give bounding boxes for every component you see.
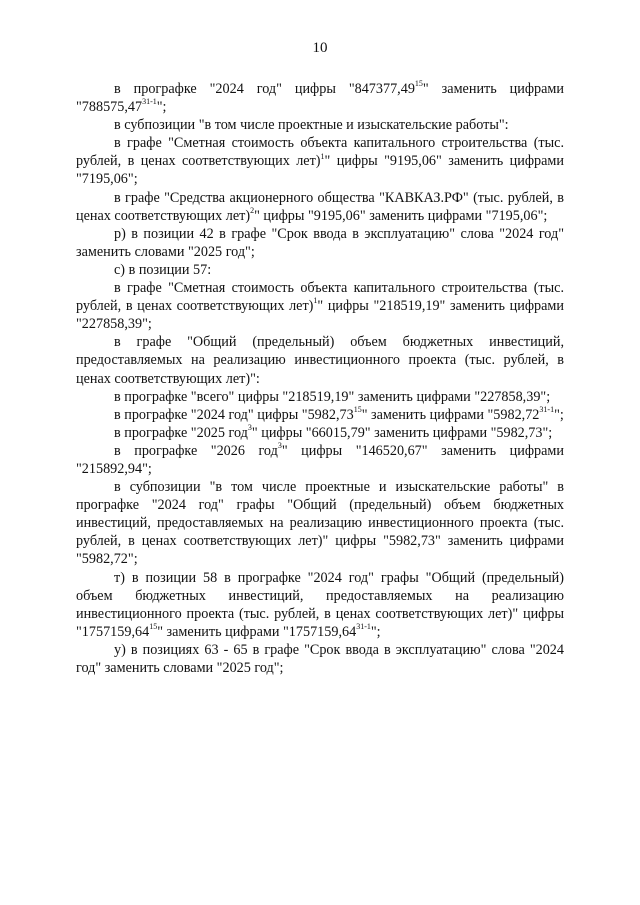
paragraph-text: в прографке "всего" цифры "218519,19" заменить цифрами "227858,39"; [114,388,551,405]
footnote-marker: 1 [320,151,325,161]
paragraph [76,442,564,478]
footnote-marker: 15 [353,404,362,414]
paragraph-text: "; [370,623,381,640]
paragraph [76,333,564,387]
paragraph-text: "; [156,99,167,116]
paragraph-text: " цифры "9195,06" заменить цифрами "7195,06"; [76,153,564,188]
paragraph-text: " заменить цифрами "5982,72 [361,406,540,423]
paragraph-text: в графе "Общий (предельный) объем бюджетных инвестиций, предоставляемых на реализацию инвестиционного проекта (тыс. рублей, в ценах соответствующих лет)": [76,334,564,387]
paragraph [76,189,564,225]
footnote-marker: 15 [149,622,158,632]
footnote-marker: 15 [414,79,423,89]
footnote-marker: 2 [250,205,255,215]
paragraph-text: в прографке "2025 год [114,424,248,441]
paragraph [76,641,564,677]
paragraph-text: в графе "Сметная стоимость объекта капитального строительства (тыс. рублей, в ценах соответствующих лет) [76,135,564,170]
paragraph-text: т) в позиции 58 в прографке "2024 год" графы "Общий (предельный) объем бюджетных инвестиций, предоставляемых на реализацию инвестиционного проекта (тыс. рублей, в ценах соответствующих лет)" цифры "1757159,64 [76,569,564,640]
paragraph [76,261,564,279]
footnote-marker: 3 [247,423,252,433]
paragraph-text: в прографке "2026 год [114,442,278,459]
paragraph-text: " цифры "218519,19" заменить цифрами "227858,39"; [76,298,564,333]
paragraph-text: в субпозиции "в том числе проектные и изыскательские работы" в прографке "2024 год" графы "Общий (предельный) объем бюджетных инвестиций, предоставляемых на реализацию инвестиционного проекта (тыс. рублей, в ценах соответствующих лет)" цифры "5982,73" заменить цифрами "5982,72"; [76,479,564,568]
paragraph-text: " заменить цифрами "1757159,64 [157,623,357,640]
paragraph [76,569,564,641]
paragraph-text: " цифры "66015,79" заменить цифрами "5982,73"; [251,424,553,441]
paragraph-text: "; [554,406,564,423]
paragraph-text: в прографке "2024 год" цифры "847377,49 [114,81,415,97]
paragraph [76,134,564,188]
paragraph-text: в субпозиции "в том числе проектные и изыскательские работы": [114,117,509,134]
footnote-marker: 1 [313,296,318,306]
paragraph-text: р) в позиции 42 в графе "Срок ввода в эксплуатацию" слова "2024 год" заменить словами "2025 год"; [76,225,564,260]
paragraph [76,279,564,333]
page-number: 10 [312,40,328,56]
footnote-marker: 31-1 [142,97,157,107]
paragraph [76,478,564,568]
paragraph-text: с) в позиции 57: [114,261,212,278]
footnote-marker: 3 [277,441,282,451]
paragraph-text: в прографке "2024 год" цифры "5982,73 [114,406,354,423]
paragraph [76,424,564,442]
paragraph-text: " цифры "146520,67" заменить цифрами "215892,94"; [76,442,564,477]
paragraph [76,406,564,424]
paragraph [76,80,564,116]
footnote-marker: 31-1 [356,622,371,632]
paragraph-text: в графе "Сметная стоимость объекта капитального строительства (тыс. рублей, в ценах соответствующих лет) [76,280,564,315]
paragraph [76,388,564,406]
paragraph [76,116,564,134]
paragraph-text: у) в позициях 63 - 65 в графе "Срок ввода в эксплуатацию" слова "2024 год" заменить словами "2025 год"; [76,641,564,676]
paragraph-text: " цифры "9195,06" заменить цифрами "7195,06"; [254,207,548,224]
paragraph-text: в графе "Средства акционерного общества "КАВКАЗ.РФ" (тыс. рублей, в ценах соответствующих лет) [76,189,564,224]
document-body [76,80,564,677]
footnote-marker: 31-1 [539,404,555,414]
paragraph [76,225,564,261]
paragraph-text: " заменить цифрами "788575,47 [76,81,564,116]
